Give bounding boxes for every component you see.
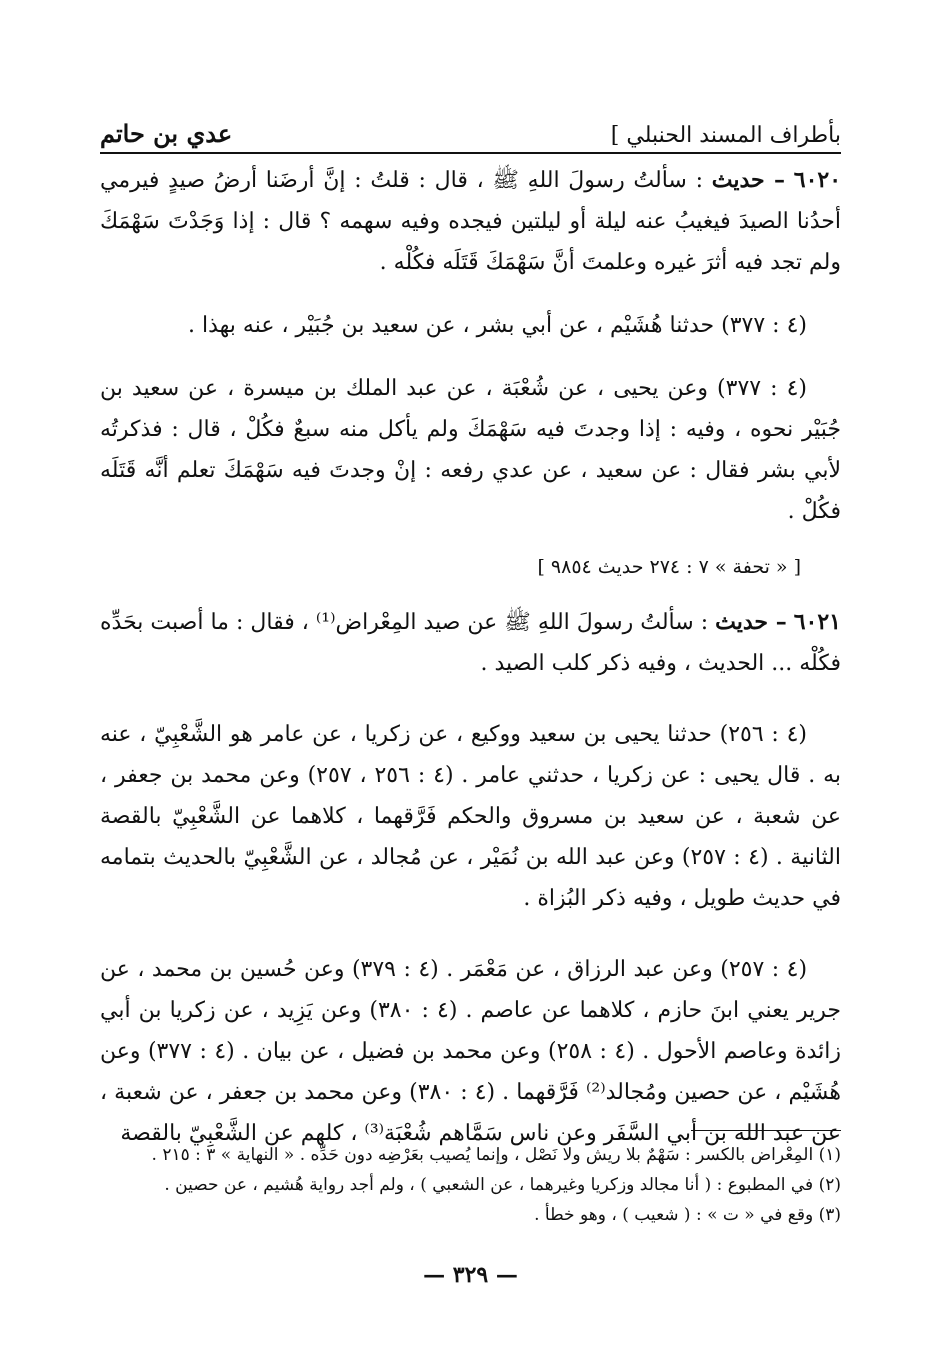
chain-paragraph-1: (٤ : ٣٧٧) حدثنا هُشَيْم ، عن أبي بشر ، عن سعيد بن جُبَيْر ، عنه بهذا . (188, 313, 807, 338)
hadith-entry-6020: ٦٠٢٠ – حديث : سألتُ رسولَ اللهِ ﷺ ، قال : قلتُ : إنَّ أرضَنا أرضُ صيدٍ فيرمي أحدُنا الصيدَ فيغيبُ عنه ليلة أو ليلتين فيجده وفيه سهمه ؟ قال : إذا وَجَدْتَ سَهْمَكَ ولم تجد فيه أثرَ غيره وعلمتَ أنَّ سَهْمَكَ قَتَلَه فكُلْه . (100, 167, 842, 275)
section-title: عدي بن حاتم (100, 119, 233, 148)
running-header (100, 108, 841, 154)
footnote-1: (١) المِعْراض بالكسر : سَهْمٌ بلا ريش ولا نَصْل ، وإنما يُصيب بعَرْضِه دون حَدِّه . « النهاية » ٣ : ٢١٥ . (151, 1145, 841, 1165)
entry-keyword: حديث (715, 609, 769, 635)
entry-text: : سألتُ رسولَ اللهِ ﷺ عن صيد المِعْراض⁽¹⁾ ، فقال : ما أصبت بحَدِّه فكُلْه ... الحديث ، وفيه ذكر كلب الصيد . (100, 610, 841, 676)
footnote-2: (٢) في المطبوع : ( أنا مجالد وزكريا وغيرهما ، عن الشعبي ) ، ولم أجد رواية هُشيم ، عن حصين . (164, 1175, 841, 1195)
chain-paragraph-3: (٤ : ٢٥٦) حدثنا يحيى بن سعيد ووكيع ، عن زكريا ، عن عامر هو الشَّعْبِيّ ، عنه به . قال يحيى : عن زكريا ، حدثني عامر . (٤ : ٢٥٦ ، ٢٥٧) وعن محمد بن جعفر ، عن شعبة ، عن سعيد بن مسروق والحكم فَرَّقهما ، كلاهما عن الشَّعْبِيّ بالقصة الثانية . (٤ : ٢٥٧) وعن عبد الله بن نُمَيْر ، عن مُجالد ، عن الشَّعْبِيّ بالحديث بتمامه في حديث طويل ، وفيه ذكر البُزاة . (100, 722, 842, 911)
footnote-3: (٣) وقع في « ت » : ( شعيب ) ، وهو خطأ . (534, 1205, 841, 1225)
tuhfa-reference: [ « تحفة » ٧ : ٢٧٤ حديث ٩٨٥٤ ] (537, 556, 801, 578)
chain-paragraph-2: (٤ : ٣٧٧) وعن يحيى ، عن شُعْبَة ، عن عبد الملك بن ميسرة ، عن سعيد بن جُبَيْر نحوه ، وفيه : إذا وجدتَ فيه سَهْمَكَ ولم يأكل منه سبعٌ فكُلْ ، قال : فذكرتُه لأبي بشر فقال : عن سعيد ، عن عدي رفعه : إنْ وجدتَ فيه سَهْمَكَ تعلم أنَّه قَتَلَه فكُلْ . (100, 376, 841, 524)
running-title: بأطراف المسند الحنبلي ] (610, 123, 841, 148)
entry-text: : سألتُ رسولَ اللهِ ﷺ ، قال : قلتُ : إنَّ أرضَنا أرضُ صيدٍ فيرمي أحدُنا الصيدَ فيغيبُ عنه ليلة أو ليلتين فيجده وفيه سهمه ؟ قال : إذا وَجَدْتَ سَهْمَكَ ولم تجد فيه أثرَ غيره وعلمتَ أنَّ سَهْمَكَ قَتَلَه فكُلْه . (100, 168, 841, 275)
footnote-divider (691, 1130, 841, 1131)
chain-paragraph-4: (٤ : ٢٥٧) وعن عبد الرزاق ، عن مَعْمَر . (٤ : ٣٧٩) وعن حُسين بن محمد ، عن جرير يعني ابنَ حازم ، كلاهما عن عاصم . (٤ : ٣٨٠) وعن يَزِيد ، عن زكريا بن أبي زائدة وعاصم الأحول . (٤ : ٢٥٨) وعن محمد بن فضيل ، عن بيان . (٤ : ٣٧٧) وعن هُشَيْم ، عن حصين ومُجالد⁽²⁾ فَرَّقهما . (٤ : ٣٨٠) وعن محمد بن جعفر ، عن شعبة ، عن عبد الله بن أبي السَّفَر وعن ناس سَمَّاهم شُعْبَة⁽³⁾ ، كلهم عن الشَّعْبِيّ بالقصة (100, 957, 841, 1146)
entry-keyword: حديث (711, 167, 765, 193)
page-body (100, 160, 841, 1154)
entry-number: ٦٠٢١ (793, 609, 841, 635)
footnotes (100, 1140, 841, 1230)
entry-number: ٦٠٢٠ (793, 167, 842, 193)
hadith-entry-6021: ٦٠٢١ – حديث : سألتُ رسولَ اللهِ ﷺ عن صيد المِعْراض⁽¹⁾ ، فقال : ما أصبت بحَدِّه فكُلْه ... الحديث ، وفيه ذكر كلب الصيد . (100, 609, 841, 676)
page-number: — ٣٢٩ — (423, 1262, 518, 1288)
